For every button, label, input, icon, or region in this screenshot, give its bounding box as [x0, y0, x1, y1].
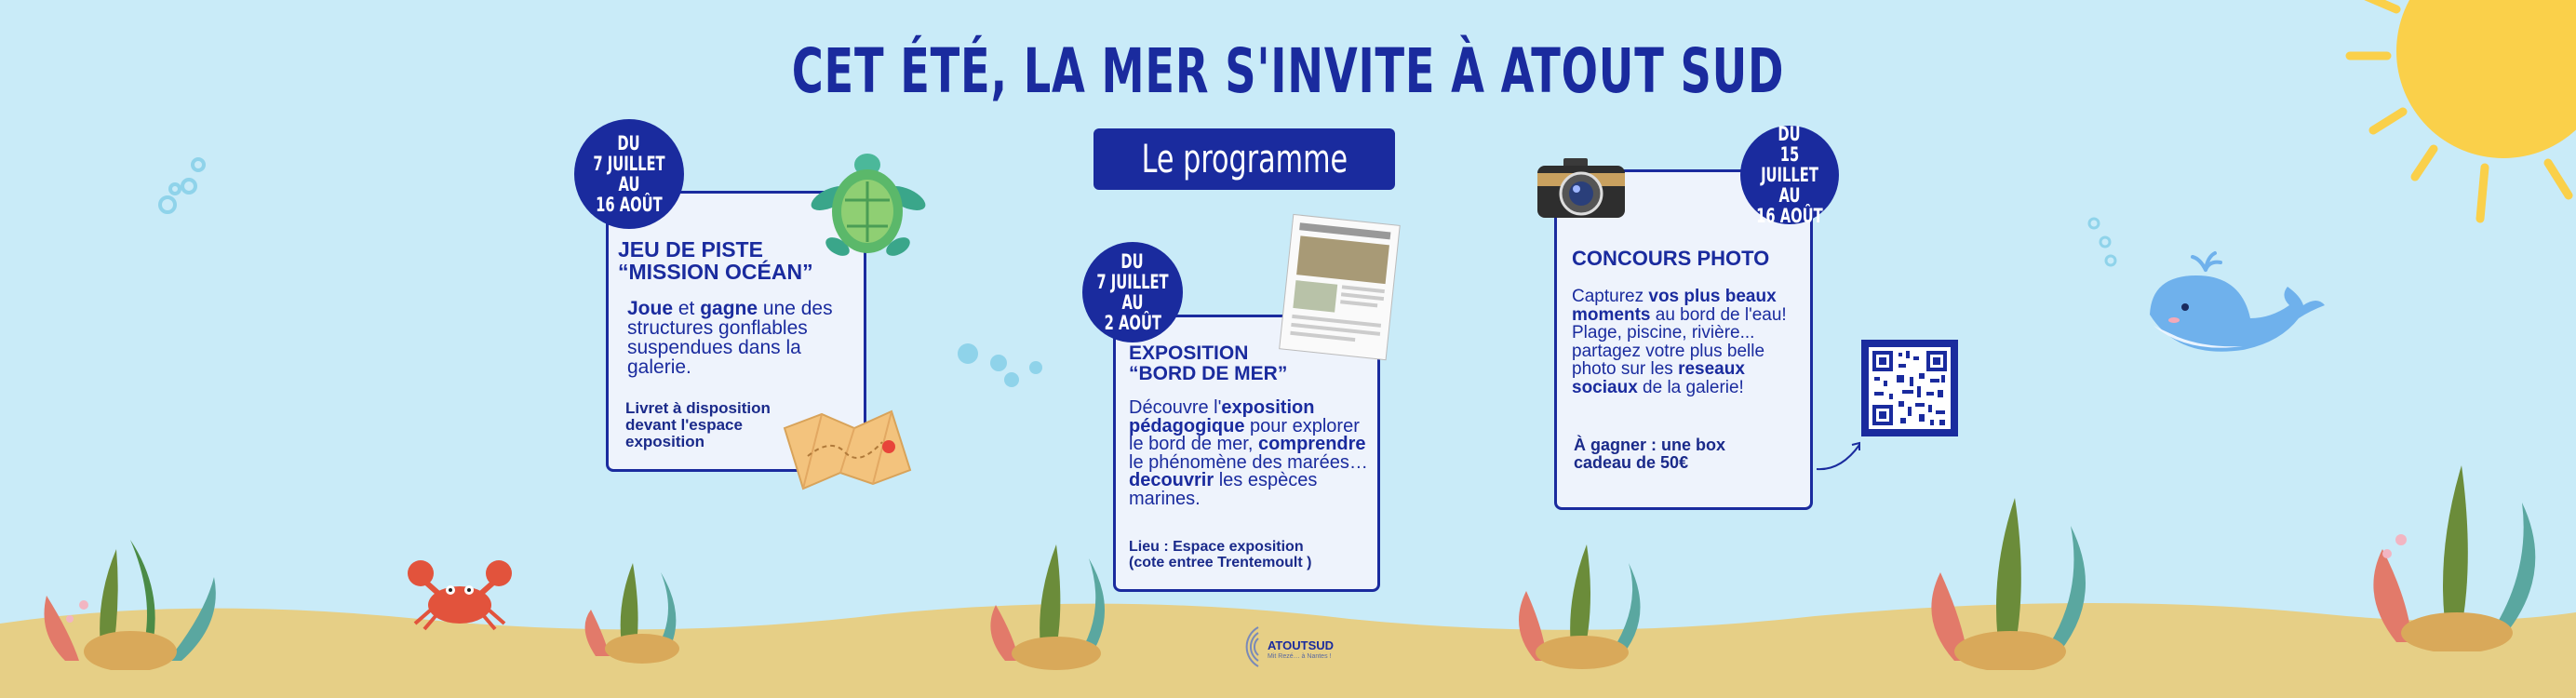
card-body: Découvre l'exposition pédagogique pour explorer le bord de mer, comprendre le phénomène des marées… decouvrir les espèces marines. [1129, 397, 1368, 509]
crab-icon [402, 557, 518, 631]
card-heading [618, 238, 813, 283]
programme-label: Le programme [1141, 136, 1348, 181]
heading-line: CONCOURS PHOTO [1572, 247, 1770, 270]
seaweed-icon [968, 521, 1145, 670]
bubbles-icon [156, 154, 212, 219]
card-body: Capturez vos plus beaux moments au bord de l'eau! Plage, piscine, rivière... partagez votre plus belle photo sur les reseaux sociaux de la galerie! [1572, 287, 1787, 397]
seaweed-icon [1898, 461, 2122, 670]
card-heading [1572, 247, 1769, 271]
heading-line: “MISSION OCÉAN” [618, 260, 813, 284]
card-note: À gagner : une box cadeau de 50€ [1574, 436, 1726, 472]
whale-icon [2140, 249, 2331, 366]
logo-name: ATOUTSUD [1268, 638, 1335, 652]
camera-icon [1536, 156, 1629, 221]
seaweed-icon [1489, 517, 1675, 670]
newspaper-icon [1277, 212, 1402, 361]
logo-mark [1230, 624, 1264, 670]
bubbles-icon [2085, 214, 2122, 270]
map-icon [780, 391, 919, 512]
heading-line: EXPOSITION [1129, 342, 1249, 364]
sun-icon [2345, 0, 2576, 233]
card-note: Lieu : Espace exposition (cote entree Trentemoult ) [1129, 539, 1312, 570]
page-title: CET ÉTÉ, LA MER S'INVITE À ATOUT SUD [791, 35, 1785, 107]
turtle-icon [810, 144, 926, 265]
programme-banner [1093, 128, 1395, 190]
seaweed-icon [2345, 437, 2569, 651]
seaweed-icon [568, 535, 717, 665]
logo-tagline: Mit Rezé… à Nantes ! [1268, 653, 1332, 660]
atoutsud-logo [1230, 618, 1342, 674]
heading-line: JEU DE PISTE [618, 237, 763, 262]
date-badge: DU 7 JUILLET AU 2 AOÛT [1082, 242, 1183, 342]
card-note: Livret à disposition devant l'espace exposition [625, 399, 771, 450]
arrow-icon [1813, 437, 1869, 475]
qr-code-icon[interactable] [1861, 340, 1958, 436]
card-heading [1129, 343, 1287, 384]
date-badge: DU 15 JUILLET AU 16 AOÛT [1740, 126, 1839, 224]
date-badge: DU 7 JUILLET AU 16 AOÛT [574, 119, 684, 229]
seaweed-icon [28, 493, 233, 670]
heading-line: “BORD DE MER” [1129, 363, 1288, 384]
bubbles-icon [954, 335, 1056, 391]
card-body: Joue et gagne une des structures gonflables suspendues dans la galerie. [627, 298, 833, 378]
